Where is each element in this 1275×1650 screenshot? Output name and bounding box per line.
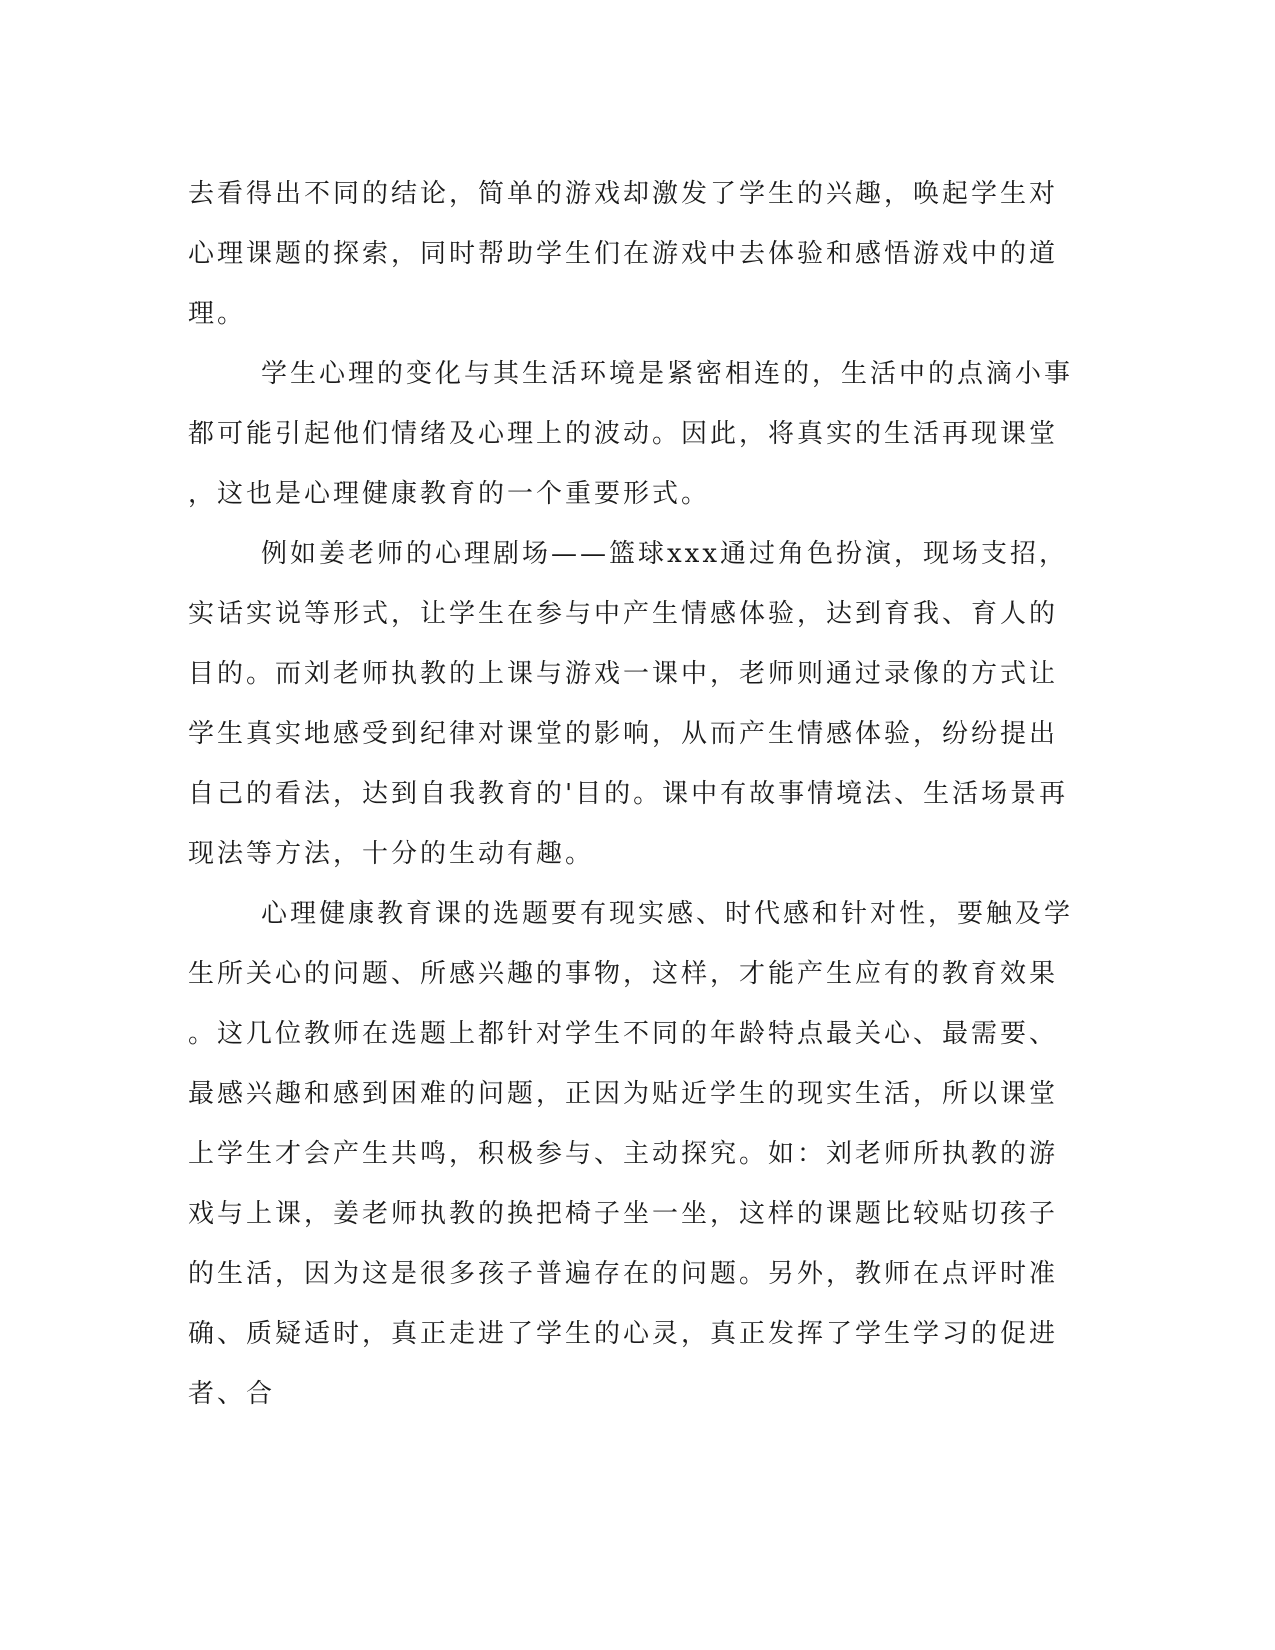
text-line: 实话实说等形式，让学生在参与中产生情感体验，达到育我、育人的 (188, 599, 1059, 629)
text-line: 学生真实地感受到纪律对课堂的影响，从而产生情感体验，纷纷提出 (188, 719, 1059, 749)
paragraph-first-line: 例如姜老师的心理剧场——篮球xxx通过角色扮演，现场支招， (261, 539, 1068, 569)
text-line: 去看得出不同的结论，简单的游戏却激发了学生的兴趣，唤起学生对 (188, 179, 1059, 209)
text-line: 理。 (188, 299, 247, 329)
text-line: 者、合 (188, 1379, 276, 1409)
text-line: 生所关心的问题、所感兴趣的事物，这样，才能产生应有的教育效果 (188, 959, 1059, 989)
text-line: 目的。而刘老师执教的上课与游戏一课中，老师则通过录像的方式让 (188, 659, 1059, 689)
body-text (188, 164, 1074, 1424)
text-line: 自己的看法，达到自我教育的'目的。课中有故事情境法、生活场景再 (188, 779, 1069, 809)
text-line: 。这几位教师在选题上都针对学生不同的年龄特点最关心、最需要、 (188, 1019, 1059, 1049)
text-line: 戏与上课，姜老师执教的换把椅子坐一坐，这样的课题比较贴切孩子 (188, 1199, 1059, 1229)
text-line: 最感兴趣和感到困难的问题，正因为贴近学生的现实生活，所以课堂 (188, 1079, 1059, 1109)
text-line: 现法等方法，十分的生动有趣。 (188, 839, 595, 869)
text-line: 上学生才会产生共鸣，积极参与、主动探究。如：刘老师所执教的游 (188, 1139, 1059, 1169)
text-line: ，这也是心理健康教育的一个重要形式。 (188, 479, 711, 509)
paragraph-first-line: 学生心理的变化与其生活环境是紧密相连的，生活中的点滴小事 (261, 359, 1074, 389)
text-line: 心理课题的探索，同时帮助学生们在游戏中去体验和感悟游戏中的道 (188, 239, 1059, 269)
paragraph-first-line: 心理健康教育课的选题要有现实感、时代感和针对性，要触及学 (261, 899, 1074, 929)
text-line: 的生活，因为这是很多孩子普遍存在的问题。另外，教师在点评时准 (188, 1259, 1059, 1289)
text-line: 都可能引起他们情绪及心理上的波动。因此，将真实的生活再现课堂 (188, 419, 1059, 449)
text-line: 确、质疑适时，真正走进了学生的心灵，真正发挥了学生学习的促进 (188, 1319, 1059, 1349)
